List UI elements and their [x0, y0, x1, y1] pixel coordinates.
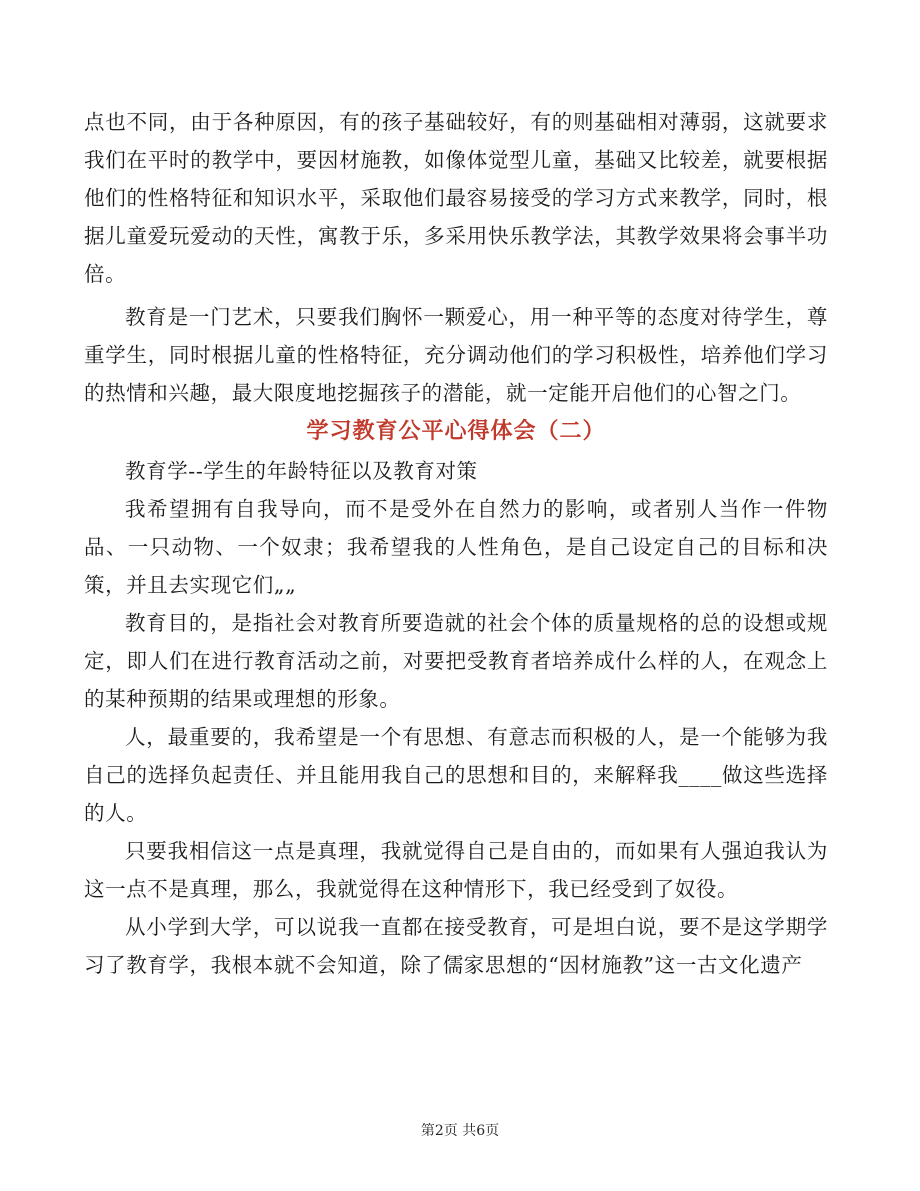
paragraph: 教育目的，是指社会对教育所要造就的社会个体的质量规格的总的设想或规定，即人们在进行教育活动之前，对要把受教育者培养成什么样的人，在观念上的某种预期的结果或理想的形象。 — [84, 611, 828, 711]
section-title: 学习教育公平心得体会（二） — [306, 419, 606, 444]
paragraph: 我希望拥有自我导向，而不是受外在自然力的影响，或者别人当作一件物品、一只动物、一个奴隶；我希望我的人性角色，是自己设定自己的目标和决策，并且去实现它们„„ — [84, 497, 828, 597]
page-number-footer: 第2页 共6页 — [420, 1123, 500, 1139]
paragraph-subtitle: 教育学--学生的年龄特征以及教育对策 — [125, 459, 478, 483]
paragraph: 从小学到大学，可以说我一直都在接受教育，可是坦白说，要不是这学期学习了教育学，我根本就不会知道，除了儒家思想的“因材施教”这一古文化遗产 — [84, 915, 828, 977]
paragraph-continuation: 点也不同，由于各种原因，有的孩子基础较好，有的则基础相对薄弱，这就要求我们在平时的教学中，要因材施教，如像体觉型儿童，基础又比较差，就要根据他们的性格特征和知识水平，采取他们最容易接受的学习方式来教学，同时，根据儿童爱玩爱动的天性，寓教于乐，多采用快乐教学法，其教学效果将会事半功倍。 — [84, 110, 828, 286]
paragraph: 只要我相信这一点是真理，我就觉得自己是自由的，而如果有人强迫我认为这一点不是真理，那么，我就觉得在这种情形下，我已经受到了奴役。 — [84, 839, 828, 901]
paragraph: 人，最重要的，我希望是一个有思想、有意志而积极的人，是一个能够为我自己的选择负起责任、并且能用我自己的思想和目的，来解释我____做这些选择的人。 — [84, 725, 828, 825]
document-body — [84, 103, 828, 984]
paragraph: 教育是一门艺术，只要我们胸怀一颗爱心，用一种平等的态度对待学生，尊重学生，同时根据儿童的性格特征，充分调动他们的学习积极性，培养他们学习的热情和兴趣，最大限度地挖掘孩子的潜能，就一定能开启他们的心智之门。 — [84, 305, 828, 405]
